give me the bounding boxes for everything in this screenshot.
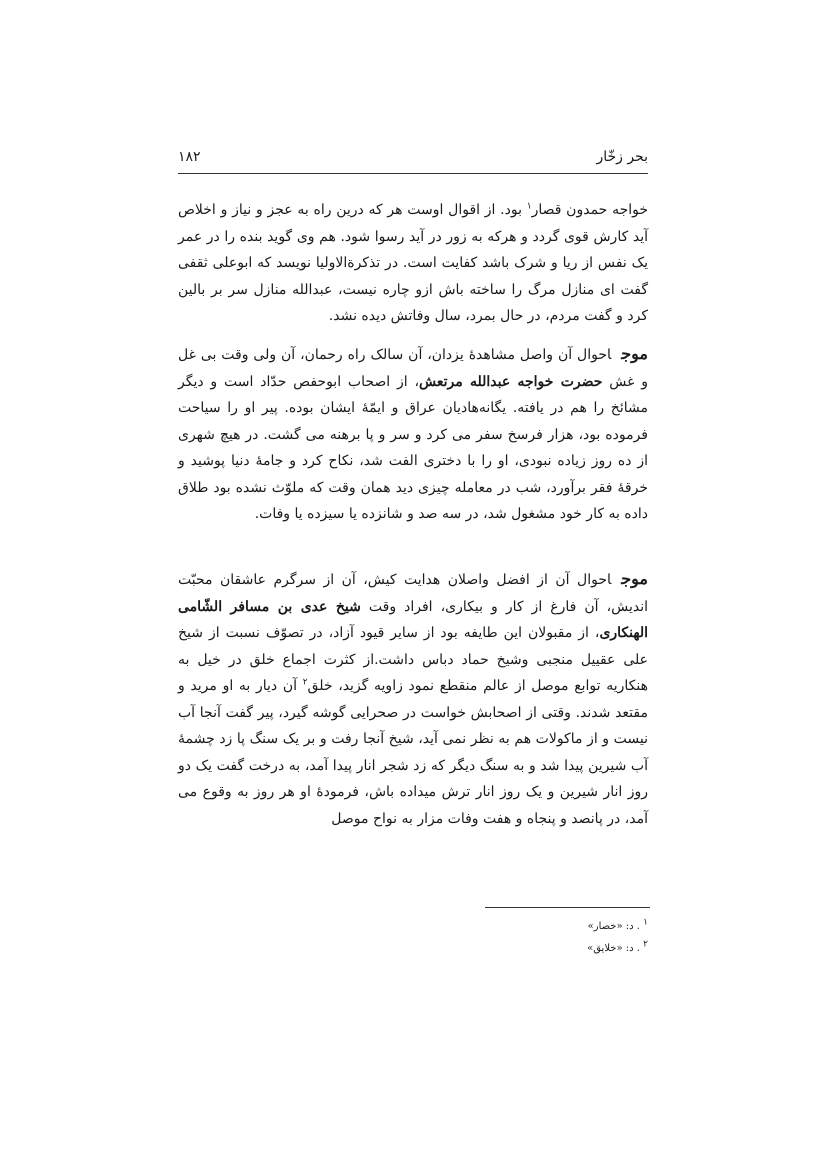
footnote-rule bbox=[485, 907, 650, 908]
footnote-ref-2: ۲ bbox=[302, 677, 308, 688]
paragraph-text: ، از اصحاب ابوحفص حدّاد است و دیگر مشائخ را هم در یافته. یگانه‌هادیان عراق و ایمّهٔ ایشان بوده. پیر او را سیاحت فرموده بود، هزار فرسخ سفر می کرد و سر و پا برهنه می گشت. در هیچ شهری از ده روز زیاده نبودی، او را با دختری الفت شد، نکاح کرد و جامهٔ دنیا پوشید و خرقهٔ فقر برآورد، شب در معامله چیزی دید همان وقت که ملوّث نشده بود طلاق داده به کار خود مشغول شد، در سه صد و شانزده یا سیزده یا وفات. bbox=[178, 373, 648, 522]
page-header bbox=[178, 143, 648, 171]
running-title: بحر زخّار bbox=[596, 149, 648, 165]
page-number: ۱۸۲ bbox=[178, 149, 201, 165]
header-rule bbox=[178, 173, 648, 174]
paragraph-1 bbox=[178, 197, 648, 330]
footnote-2 bbox=[400, 938, 648, 960]
paragraph-3 bbox=[178, 566, 648, 832]
bold-name: حضرت خواجه عبدالله مرتعش bbox=[419, 373, 603, 390]
paragraph-text: احوال آن واصل مشاهدهٔ یزدان، آن سالک راه رحمان، آن ولی وقت بی غل و غش bbox=[178, 347, 648, 390]
footnote-1 bbox=[400, 916, 648, 938]
paragraph-text: بود. از اقوال اوست هر که درین راه به عجز و نیاز و اخلاص آید کارش قوی گردد و هرکه به زور در آید رسوا شود. هم وی گوید بنده را در عمر یک نفس از ریا و شرک باشد کفایت است. در تذکرةالاولیا نویسد که ابوعلی ثقفی گفت ای منازل مرگ را ساخته باش ازو چاره نیست، عبدالله منازل سر بر بالین کرد و گفت مردم، در حال بمرد، سال وفاتش دیده نشد. bbox=[178, 202, 648, 324]
bold-name: شیخ عدی بن مسافر الشّامی الهنکاری bbox=[178, 598, 648, 641]
paragraph-2 bbox=[178, 341, 648, 528]
paragraph-text: خواجه حمدون قصار bbox=[531, 202, 649, 218]
footnote-number: ۱ bbox=[643, 917, 648, 928]
footnote-text: . د: «خصار» bbox=[587, 921, 640, 932]
mawj-keyword: موج bbox=[621, 344, 648, 363]
footnotes bbox=[400, 916, 648, 960]
paragraph-text: احوال آن از افضل واصلان هدایت کیش، آن از سرگرم عاشقان محبّت اندیش، آن فارغ از کار و بیکاری، افراد وقت bbox=[178, 572, 648, 615]
mawj-keyword: موج bbox=[621, 569, 648, 588]
footnote-number: ۲ bbox=[643, 939, 648, 950]
paragraph-text: آن دیار به او مرید و مقتعد شدند. وقتی از اصحابش خواست در صحرایی گوشه گیرد، پیر گفت آنجا آب نیست و از ماکولات هم به نظر نمی آید، شیخ آنجا رفت و بر یک سنگ پا زد چشمهٔ آب شیرین پیدا شد و به سنگ دیگر که زد شجر انار پیدا آمد، به درخت گفت یک دو روز انار شیرین و یک روز انار ترش میداده باش، فرمودهٔ او هر روز به وقوع می آمد، در پانصد و پنجاه و هفت وفات مزار به نواح موصل bbox=[178, 678, 648, 827]
footnote-text: . د: «خلایق» bbox=[587, 943, 640, 954]
footnote-ref-1: ۱ bbox=[526, 201, 532, 212]
paragraph-text: ، از مقبولان این طایفه بود از سایر قیود آزاد، در تصوّف نسبت از شیخ علی عقییل منجبی وشیخ حماد دباس داشت.از کثرت اجماع خلق در خیل به هنکاریه توابع موصل از عالم منقطع نمود زاویه گزید، خلق bbox=[178, 625, 649, 694]
